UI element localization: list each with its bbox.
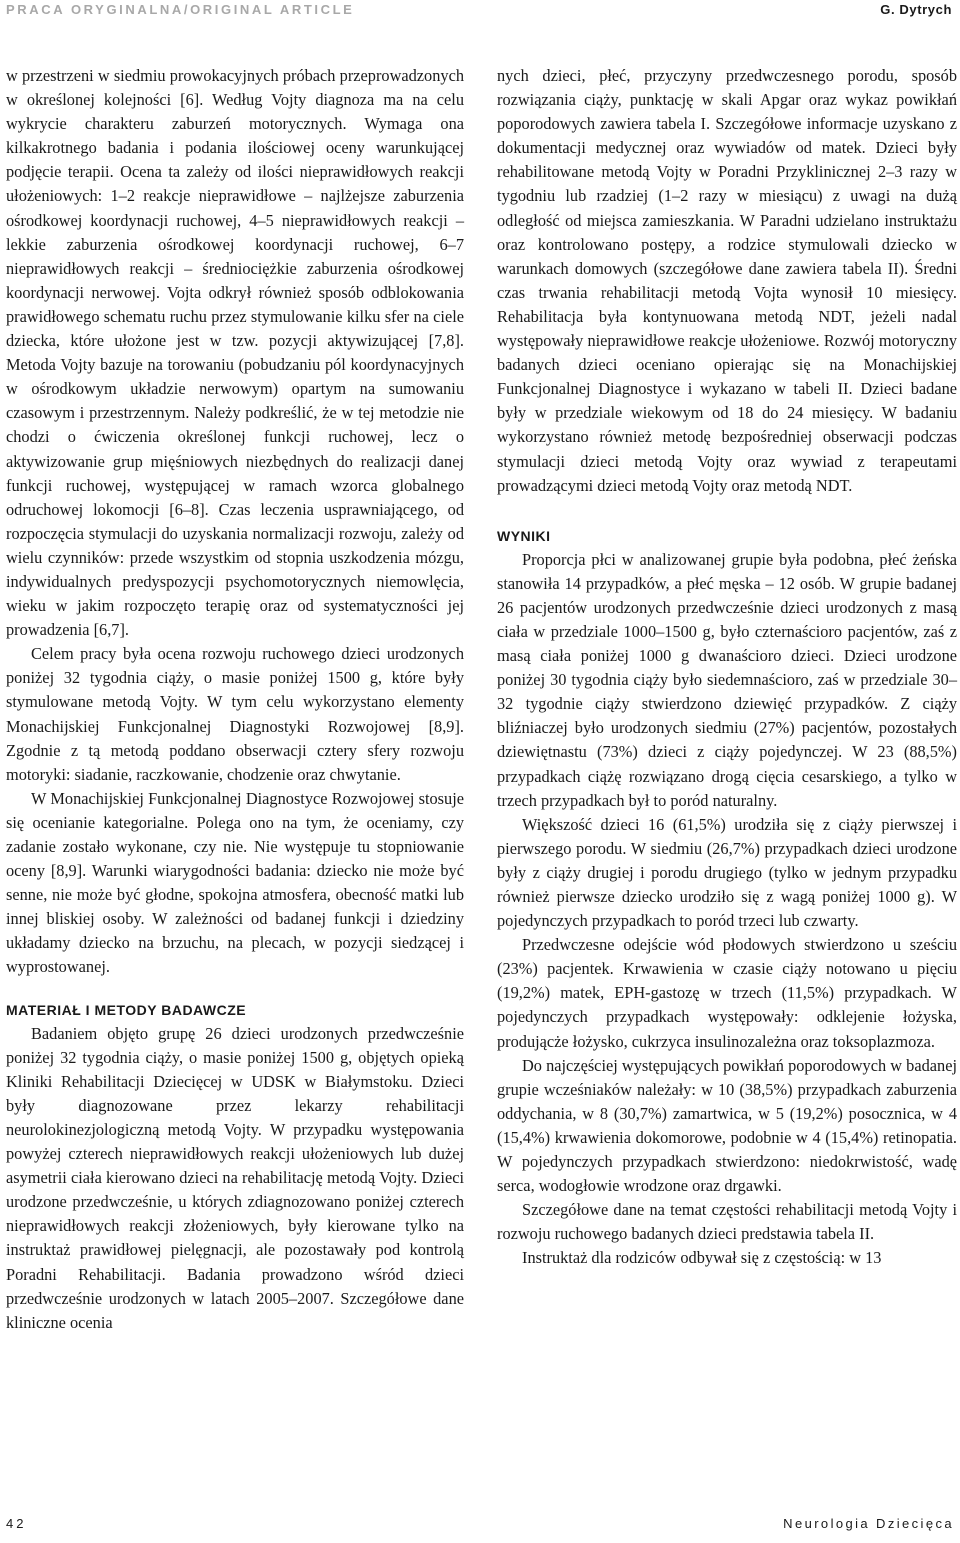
paragraph: w przestrzeni w siedmiu prowokacyjnych próbach przeprowadzonych w określonej kolejności [6]. Według Vojty diagnoza ma na celu wykrycie charakteru zaburzeń motorycznych. Wymaga ona kilkakrotnego badania i podania ilościowej oceny warunkującej podjęcie terapii. Ocena ta zależy od ilości nieprawidłowych reakcji ułożeniowych: 1–2 reakcje nieprawidłowe – najlżejsze zaburzenia ośrodkowej koordynacji ruchowej, 4–5 nieprawidłowych reakcji – lekkie zaburzenia ośrodkowej koordynacji ruchowej, 6–7 nieprawidłowych reakcji – średniociężkie zaburzenia ośrodkowej koordynacji nerwowej. Vojta odkrył również sposób odblokowania prawidłowego schematu ruchu przez stymulowanie kilku sfer na ciele dziecka, które ułożone jest w tzw. pozycji aktywizującej [7,8]. Metoda Vojty bazuje na torowaniu (pobudzaniu pól koordynacyjnych w ośrodkowym układzie nerwowym) opartym na sumowaniu czasowym i przestrzennym. Należy podkreślić, że w tej metodzie nie chodzi o ćwiczenia określonej funkcji ruchowej, lecz o aktywizowanie grup mięśniowych niezbędnych do realizacji danej funkcji ruchowej, występującej w ramach wzorca globalnego odruchowej lokomocji [6–8]. Czas leczenia usprawniającego, od rozpoczęcia stymulacji do uzyskania normalizacji rozwoju, zależy od wielu czynników: przede wszystkim od stopnia uszkodzenia mózgu, indywidualnych predyspozycji psychomotorycznych niemowlęcia, wieku w jakim rozpoczęto terapię oraz od systematyczności jej prowadzenia [6,7]. (6, 66, 464, 640)
paragraph: nych dzieci, płeć, przyczyny przedwczesnego porodu, sposób rozwiązania ciąży, punktację w skali Apgar oraz wykaz powikłań poporodowych zawiera tabela I. Szczegółowe informacje uzyskano z dokumentacji medycznej oraz wywiadów od matek. Dzieci były rehabilitowane metodą Vojty w Poradni Przyklinicznej 2–3 razy w tygodniu lub rzadziej (1–2 razy w miesiącu) z uwagi na dużą odległość od miejsca zamieszkania. W Paradni udzielano instruktażu oraz kontrolowano postępy, a rodzice stymulowali dziecko w warunkach domowych (szczegółowe dane zawiera tabela II). Średni czas trwania rehabilitacji metodą Vojta wynosił 10 miesięcy. Rehabilitacja była kontynuowana metodą NDT, jeżeli nadal występowały nieprawidłowe reakcje ułożeniowe. Rozwój motoryczny badanych dzieci oceniano opierając się na Monachijskiej Funkcjonalnej Diagnostyce i wykazano w tabeli II. Dzieci badane były w przedziale wiekowym od 18 do 24 miesięcy. W badaniu wykorzystano również metodę bezpośredniej obserwacji podczas stymulacji dzieci metodą Vojty oraz wywiad z terapeutami prowadzącymi dzieci metodą Vojty oraz metodą NDT. (497, 66, 957, 495)
page-number: 42 (6, 1516, 27, 1531)
section-heading-methods: MATERIAŁ I METODY BADAWCZE (6, 1001, 247, 1018)
left-column (6, 64, 464, 1335)
paragraph: Proporcja płci w analizowanej grupie była podobna, płeć żeńska stanowiła 14 przypadków, a płeć męska – 12 osób. W grupie badanej 26 pacjentów urodzonych przedwcześnie dzieci urodzonych z masą ciała w przedziale 1000–1500 g, było czternaścioro pacjentów, zaś z masą ciała poniżej 1000 g dwanaścioro dzieci. Dzieci urodzone poniżej 30 tygodnia ciąży było siedemnaścioro, zaś w przedziale 30–32 tygodnie ciąży stwierdzono dziewięć przypadków. Z ciąży bliźniaczej było urodzonych siedmiu (27%) pacjentów, pozostałych dziewiętnastu (73%) dzieci z ciąży pojedynczej. W 23 (88,5%) przypadkach ciążę rozwiązano drogą cięcia cesarskiego, a tylko w trzech przypadkach był to poród naturalny. (497, 549, 957, 810)
section-label: PRACA ORYGINALNA/ORIGINAL ARTICLE (6, 2, 355, 17)
journal-name: Neurologia Dziecięca (783, 1516, 954, 1531)
page-header (0, 0, 960, 24)
paragraph: Przedwczesne odejście wód płodowych stwierdzono u sześciu (23%) pacjentek. Krwawienia w czasie ciąży notowano u pięciu (19,2%) matek, EPH-gastozę w trzech (11,5%) przypadkach. W pojedynczych przypadkach występowały: odklejenie łożyska, prodującże łożysko, cukrzyca insulinozależna oraz toksoplazmoza. (497, 935, 957, 1051)
paragraph: Szczegółowe dane na temat częstości rehabilitacji metodą Vojty i rozwoju ruchowego badanych dzieci predstawia tabela II. (497, 1200, 957, 1244)
paragraph: Celem pracy była ocena rozwoju ruchowego dzieci urodzonych poniżej 32 tygodnia ciąży, o masie poniżej 1500 g, które były stymulowane metodą Vojty. W tym celu wykorzystano elementy Monachijskiej Funkcjonalnej Diagnostyki Rozwojowej [8,9]. Zgodnie z tą metodą poddano obserwacji cztery sfery rozwoju motoryki: siadanie, raczkowanie, chodzenie oraz chwytanie. (6, 644, 464, 784)
paragraph: Do najczęściej występujących powikłań poporodowych w badanej grupie wcześniaków należały: w 10 (38,5%) przypadkach zaburzenia oddychania, w 8 (30,7%) zamartwica, w 5 (19,2%) posocznica, w 4 (15,4%) krwawienia dokomorowe, podobnie w 4 (15,4%) retinopatia. W pojedynczych przypadkach stwierdzono: niedokrwistość, wadę serca, wodogłowie wrodzone oraz drgawki. (497, 1055, 957, 1196)
section-heading-results: WYNIKI (497, 527, 551, 544)
paragraph: Większość dzieci 16 (61,5%) urodziła się z ciąży pierwszej i pierwszego porodu. W siedmiu (26,7%) przypadkach dzieci urodzone były z ciąży drugiej i porodu drugiego (tylko w jednym przypadku również pierwsze dziecko urodziło się z wagą poniżej 1000 g). W pojedynczych przypadkach to poród trzeci lub czwarty. (497, 814, 957, 931)
paragraph: Badaniem objęto grupę 26 dzieci urodzonych przedwcześnie poniżej 32 tygodnia ciąży, o masie poniżej 1500 g, objętych opieką Kliniki Rehabilitacji Dziecięcej w UDSK w Białymstoku. Dzieci były diagnozowane przez lekarzy rehabilitacji neurolokinezjologiczną metodą Vojty. W przypadku występowania powyżej czterech nieprawidłowych reakcji ułożeniowych lub dużej asymetrii ciała kierowano dzieci na rehabilitację metodą Vojty. Dzieci urodzone przedwcześnie, u których zdiagnozowano poniżej czterech nieprawidłowych reakcji złożeniowych, były kierowane tylko na instruktaż prawidłowej pielęgnacji, ale pozostawały pod kontrolą Poradni Rehabilitacji. Badania prowadzono wśród dzieci przedwcześnie urodzonych w latach 2005–2007. Szczegółowe dane kliniczne ocenia (6, 1023, 464, 1332)
paragraph: W Monachijskiej Funkcjonalnej Diagnostyce Rozwojowej stosuje się ocenianie kategorialne. Polega ono na tym, że oceniamy, czy zadanie zostało wykonane, czy nie. Nie występuje tu stopniowanie oceny [8,9]. Warunki wiarygodności badania: dziecko nie może być senne, nie może być głodne, spokojna atmosfera, obecność matki lub innej bliskiej osoby. W zależności od badanej funkcji i dziedziny układamy dziecko na brzuchu, na plecach, w pozycji siedzącej i wyprostowanej. (6, 788, 464, 977)
author-running-head: G. Dytrych (880, 2, 952, 17)
page-footer (0, 1516, 960, 1538)
right-column (497, 64, 957, 1271)
paragraph: Instruktaż dla rodziców odbywał się z częstością: w 13 (522, 1248, 882, 1268)
